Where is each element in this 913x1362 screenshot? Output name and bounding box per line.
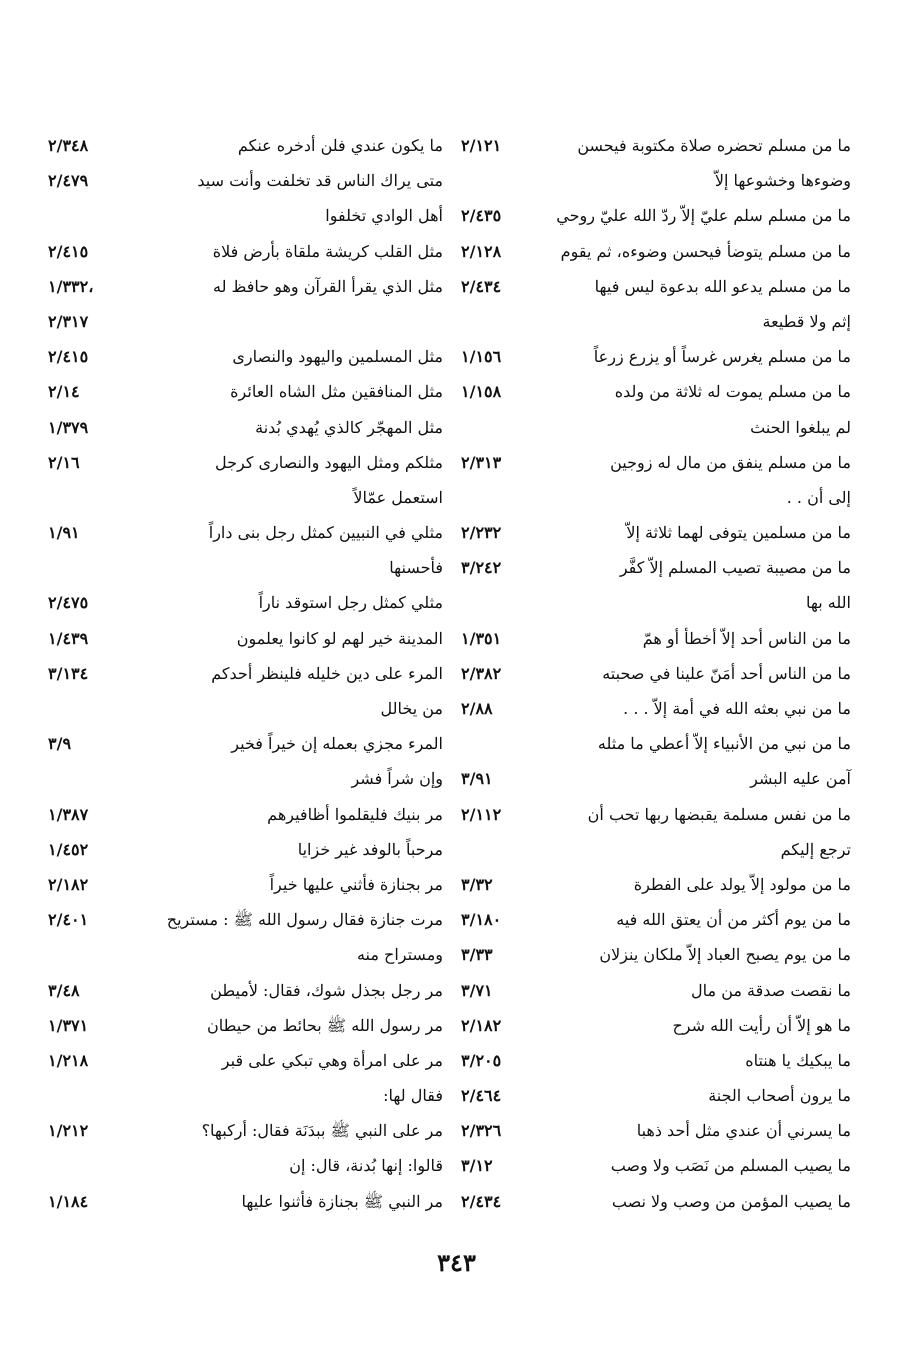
index-entry (461, 797, 851, 832)
entry-reference: ٣/٢٤٢ (461, 558, 502, 578)
entry-text: ما من نبي بعثه الله في أمة إلاّ . . . (623, 699, 851, 718)
entry-text: لم يبلغوا الحنث (750, 417, 851, 437)
entry-text: ما من مسلم يتوضأ فيحسن وضوءه، ثم يقوم (560, 241, 851, 261)
index-entry (48, 1043, 443, 1078)
entry-text: فقال لها: (383, 1086, 443, 1106)
index-entry (461, 832, 851, 867)
entry-reference: ٣/٩ (48, 734, 72, 754)
index-entry (461, 726, 851, 761)
index-entry (48, 480, 443, 515)
index-entry (461, 902, 851, 937)
entry-text: ما من مسلم سلم عليّ إلاّ ردّ الله عليّ روحي (556, 206, 851, 226)
index-entry (461, 973, 851, 1008)
entry-text: ما من نبي من الأنبياء إلاّ أعطي ما مثله (597, 734, 851, 754)
index-entry (461, 1008, 851, 1043)
index-entry (48, 128, 443, 163)
index-entry (48, 1113, 443, 1148)
entry-text: مر رجل بجذل شوك، فقال: لأميطن (210, 980, 443, 1000)
index-entry (461, 480, 851, 515)
entry-text: مر رسول الله ﷺ بحائط من حيطان (207, 1015, 443, 1035)
entry-reference: ٢/١٢١ (461, 136, 502, 155)
entry-reference: ٣/١٢ (461, 1156, 493, 1176)
entry-reference: ٢/٣١٧ (48, 311, 89, 331)
entry-text: مر على النبي ﷺ ببدَنَة فقال: أركبها؟ (201, 1121, 443, 1141)
index-entry (461, 1148, 851, 1183)
index-entry (48, 269, 443, 304)
index-entry (48, 445, 443, 480)
entry-reference: ١/٩١ (48, 523, 80, 543)
entry-text: ما من مسلم يغرس غرساً أو يزرع زرعاً (593, 347, 851, 367)
entry-text: المرء على دين خليله فلينظر أحدكم (211, 663, 443, 683)
entry-text: مثل المنافقين مثل الشاه العائرة (230, 382, 443, 402)
entry-reference: ٢/١٢٨ (461, 241, 502, 261)
index-entry (461, 1113, 851, 1148)
index-entry (461, 1043, 851, 1078)
entry-text: استعمل عمّالاً (353, 487, 443, 507)
entry-text: من يخالل (380, 699, 443, 718)
index-entry (48, 1078, 443, 1113)
index-entry (48, 1008, 443, 1043)
index-entry (48, 832, 443, 867)
index-entry (48, 339, 443, 374)
index-entry (48, 410, 443, 445)
entry-text: متى يراك الناس قد تخلفت وأنت سيد (197, 171, 443, 191)
entry-text: المدينة خير لهم لو كانوا يعلمون (236, 628, 443, 648)
index-entry (48, 585, 443, 620)
entry-text: مر بنيك فليقلموا أظافيرهم (267, 804, 443, 824)
entry-reference: ٢/٨٨ (461, 699, 493, 718)
entry-reference: ٢/٣٤٨ (48, 136, 89, 155)
entry-reference: ٣/٧١ (461, 980, 493, 1000)
entry-text: وإن شراً فشر (351, 769, 443, 789)
entry-reference: ١/٤٣٩ (48, 628, 89, 648)
index-entry (461, 1184, 851, 1219)
entry-reference: ٢/٤١٥ (48, 241, 89, 261)
index-entry (461, 163, 851, 198)
entry-reference: ٢/١١٢ (461, 804, 502, 824)
entry-text: ما يكون عندي فلن أدخره عنكم (237, 136, 443, 155)
entry-text: ما نقصت صدقة من مال (691, 980, 851, 1000)
index-entry (48, 691, 443, 726)
entry-text: ومستراح منه (356, 945, 443, 965)
index-entry (461, 198, 851, 233)
index-entry (461, 128, 851, 163)
index-entry (461, 269, 851, 304)
index-column-left (48, 128, 443, 1219)
index-entry (48, 163, 443, 198)
entry-text: ما يصيب المؤمن من وصب ولا نصب (611, 1191, 851, 1211)
entry-reference: ١/٣٧٩ (48, 417, 89, 437)
entry-reference: ١/١٥٨ (461, 382, 502, 402)
entry-text: مثل المسلمين واليهود والنصارى (232, 347, 443, 367)
entry-text: ما يسرني أن عندي مثل أحد ذهبا (636, 1121, 851, 1141)
entry-reference: ٢/٣٨٢ (461, 663, 502, 683)
entry-text: ما من يوم يصبح العباد إلاّ ملكان ينزلان (599, 945, 851, 965)
entry-text: ما من يوم أكثر من أن يعتق الله فيه (616, 910, 851, 930)
entry-reference: ٣/٤٨ (48, 980, 80, 1000)
index-entry (461, 691, 851, 726)
entry-reference: ٣/٣٢ (461, 874, 493, 894)
index-entry (48, 515, 443, 550)
index-entry (48, 234, 443, 269)
entry-reference: ١/٤٥٢ (48, 839, 89, 859)
index-entry (48, 304, 443, 339)
index-entry (461, 410, 851, 445)
entry-reference: ٣/٣٣ (461, 945, 493, 965)
entry-reference: ١/١٥٦ (461, 347, 502, 367)
index-entry (461, 445, 851, 480)
index-entry (48, 198, 443, 233)
entry-reference: ٢/٤٧٥ (48, 593, 89, 613)
index-entry (48, 726, 443, 761)
entry-text: الله بها (806, 593, 851, 613)
entry-text: ما من نفس مسلمة يقبضها ربها تحب أن (587, 804, 851, 824)
entry-reference: ٢/٣٢٦ (461, 1121, 502, 1141)
entry-text: قالوا: إنها بُدنة، قال: إن (289, 1156, 443, 1176)
entry-reference: ٢/١٦ (48, 452, 80, 472)
entry-text: إلى أن . . (786, 487, 851, 507)
index-entry (48, 1184, 443, 1219)
entry-text: مثلكم ومثل اليهود والنصارى كرجل (214, 452, 443, 472)
entry-reference: ٢/٤٠١ (48, 910, 89, 930)
index-entry (461, 304, 851, 339)
entry-reference: ٢/٤١٥ (48, 347, 89, 367)
entry-reference: ٢/٢٣٢ (461, 523, 502, 543)
entry-reference: ٢/٣١٣ (461, 452, 502, 472)
entry-reference: ٢/٤٦٤ (461, 1086, 502, 1106)
index-entry (461, 550, 851, 585)
index-entry (461, 656, 851, 691)
entry-reference: ٢/٤٣٤ (461, 1191, 502, 1211)
index-entry (48, 550, 443, 585)
entry-reference: ٣/٩١ (461, 769, 493, 789)
entry-text: مر بجنازة فأثني عليها خيراً (269, 874, 443, 894)
entry-text: فأحسنها (389, 558, 443, 578)
index-entry (48, 761, 443, 796)
entry-text: آمن عليه البشر (750, 769, 851, 789)
entry-reference: ٢/١٨٢ (461, 1015, 502, 1035)
entry-text: ما من مسلم يموت له ثلاثة من ولده (614, 382, 851, 402)
entry-text: ما من الناس أحد أمَنّ علينا في صحبته (602, 663, 851, 683)
entry-text: ترجع إليكم (780, 839, 851, 859)
entry-reference: ١/١٨٤ (48, 1191, 89, 1211)
entry-text: مرحباً بالوفد غير خزايا (297, 839, 443, 859)
entry-text: ما من مصيبة تصيب المسلم إلاّ كفَّر (619, 558, 851, 578)
entry-reference: ٢/١٤ (48, 382, 80, 402)
entry-text: مثلي في النبيين كمثل رجل بنى داراً (208, 523, 443, 543)
index-entry (48, 374, 443, 409)
entry-text: المرء مجزي بعمله إن خيراً فخير (231, 734, 443, 754)
entry-text: مثلي كمثل رجل استوقد ناراً (258, 593, 443, 613)
index-entry (461, 867, 851, 902)
entry-reference: ٢/٤٧٩ (48, 171, 89, 191)
entry-reference: ٣/١٣٤ (48, 663, 89, 683)
entry-text: أهل الوادي تخلفوا (325, 206, 443, 226)
index-entry (48, 902, 443, 937)
entry-text: مر النبي ﷺ بجنازة فأثنوا عليها (241, 1191, 443, 1211)
entry-text: ما من الناس أحد إلاّ أخطأ أو همّ (642, 628, 851, 648)
page-number: ٣٤٣ (437, 1248, 476, 1277)
entry-text: ما من مسلمين يتوفى لهما ثلاثة إلاّ (626, 523, 851, 543)
entry-reference: ١/٣٥١ (461, 628, 502, 648)
index-entry (48, 937, 443, 972)
entry-reference: ١/٣٣٢، (48, 276, 94, 296)
entry-text: مرت جنازة فقال رسول الله ﷺ : مستريح (166, 910, 443, 930)
index-column-right (461, 128, 851, 1219)
index-entry (48, 1148, 443, 1183)
entry-text: ما من مسلم تحضره صلاة مكتوبة فيحسن (577, 136, 851, 155)
index-entry (48, 973, 443, 1008)
index-entry (48, 797, 443, 832)
index-entry (461, 585, 851, 620)
entry-text: وضوءها وخشوعها إلاّ (714, 171, 851, 191)
index-entry (461, 1078, 851, 1113)
index-entry (461, 234, 851, 269)
entry-reference: ١/٢١٨ (48, 1050, 89, 1070)
index-entry (48, 867, 443, 902)
entry-text: ما من مولود إلاّ يولد على الفطرة (633, 874, 851, 894)
entry-text: إثم ولا قطيعة (762, 311, 851, 331)
entry-reference: ١/٢١٢ (48, 1121, 89, 1141)
entry-text: ما يبكيك يا هنتاه (745, 1050, 851, 1070)
entry-reference: ١/٣٨٧ (48, 804, 89, 824)
entry-reference: ٣/١٨٠ (461, 910, 502, 930)
index-entry (461, 339, 851, 374)
index-entry (461, 937, 851, 972)
entry-reference: ٢/٤٣٤ (461, 276, 502, 296)
entry-text: ما من مسلم يدعو الله بدعوة ليس فيها (594, 276, 851, 296)
entry-text: ما يرون أصحاب الجنة (708, 1086, 851, 1106)
entry-text: ما يصيب المسلم من نَصَب ولا وصب (610, 1156, 851, 1176)
entry-text: مر على امرأة وهي تبكي على قبر (221, 1050, 443, 1070)
index-entry (461, 761, 851, 796)
entry-text: ما هو إلاّ أن رأيت الله شرح (672, 1015, 851, 1035)
entry-reference: ٢/٤٣٥ (461, 206, 502, 226)
entry-text: مثل القلب كريشة ملقاة بأرض فلاة (212, 241, 443, 261)
index-entry (461, 621, 851, 656)
entry-reference: ١/٣٧١ (48, 1015, 89, 1035)
entry-text: مثل الذي يقرأ القرآن وهو حافظ له (212, 276, 443, 296)
entry-reference: ٣/٢٠٥ (461, 1050, 502, 1070)
index-entry (48, 621, 443, 656)
entry-reference: ٢/١٨٢ (48, 874, 89, 894)
entry-text: ما من مسلم ينفق من مال له زوجين (610, 452, 851, 472)
entry-text: مثل المهجّر كالذي يُهدي بُدنة (255, 417, 443, 437)
index-entry (461, 374, 851, 409)
index-entry (461, 515, 851, 550)
index-entry (48, 656, 443, 691)
